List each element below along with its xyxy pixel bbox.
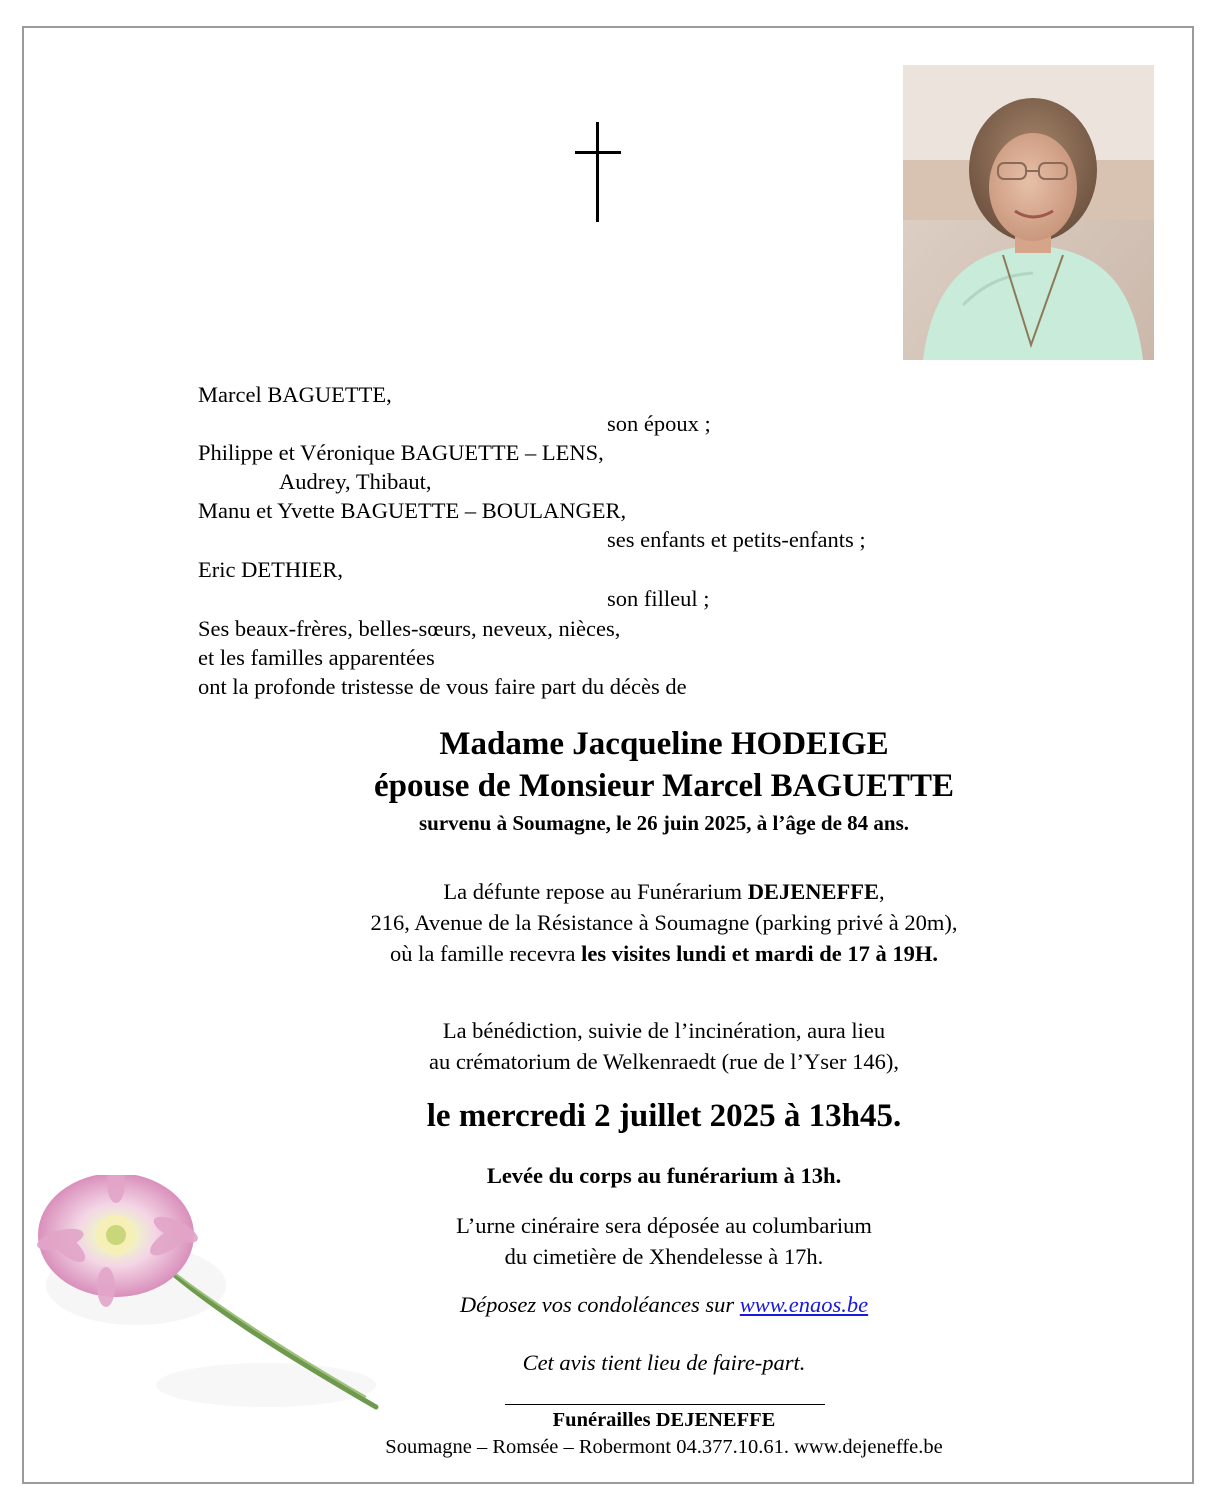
family-line-husband: Marcel BAGUETTE, bbox=[198, 382, 392, 407]
flower-image bbox=[36, 1175, 396, 1475]
family-line-grandchildren: Audrey, Thibaut, bbox=[279, 469, 432, 494]
condolences-text: Déposez vos condoléances sur bbox=[459, 1292, 740, 1317]
body-removal: Levée du corps au funérarium à 13h. bbox=[486, 1163, 842, 1188]
notice-text: Cet avis tient lieu de faire-part. bbox=[522, 1350, 806, 1375]
ceremony-date: le mercredi 2 juillet 2025 à 13h45. bbox=[426, 1098, 902, 1134]
ceremony-location: au crématorium de Welkenraedt (rue de l’Yser 146), bbox=[428, 1049, 900, 1074]
footer-divider bbox=[505, 1404, 825, 1405]
viewing-address: 216, Avenue de la Résistance à Soumagne (parking privé à 20m), bbox=[370, 910, 958, 935]
ceremony-line-1: La bénédiction, suivie de l’incinération, aura lieu bbox=[442, 1018, 886, 1043]
portrait-photo bbox=[903, 65, 1154, 360]
footer-contact: Soumagne – Romsée – Robermont 04.377.10.61. www.dejeneffe.be bbox=[385, 1436, 943, 1458]
footer-company: Funérailles DEJENEFFE bbox=[552, 1409, 776, 1431]
family-line-godson: Eric DETHIER, bbox=[198, 557, 343, 582]
viewing-line-1 bbox=[0, 876, 1214, 907]
family-relation-spouse: son époux ; bbox=[607, 411, 711, 436]
family-relation-children: ses enfants et petits-enfants ; bbox=[607, 527, 866, 552]
deceased-name: Madame Jacqueline HODEIGE bbox=[439, 726, 889, 762]
viewing-text: La défunte repose au Funérarium bbox=[443, 879, 748, 904]
urn-line-1: L’urne cinéraire sera déposée au columbarium bbox=[456, 1213, 872, 1238]
urn-line-2: du cimetière de Xhendelesse à 17h. bbox=[504, 1244, 824, 1269]
deceased-spouse: épouse de Monsieur Marcel BAGUETTE bbox=[374, 768, 954, 804]
viewing-punct: , bbox=[878, 879, 885, 904]
family-line-inlaws: Ses beaux-frères, belles-sœurs, neveux, nièces, bbox=[198, 616, 621, 641]
family-line-children-1: Philippe et Véronique BAGUETTE – LENS, bbox=[198, 440, 604, 465]
family-line-relatives: et les familles apparentées bbox=[198, 645, 435, 670]
death-details: survenu à Soumagne, le 26 juin 2025, à l’âge de 84 ans. bbox=[418, 811, 910, 835]
condolences-link[interactable]: www.enaos.be bbox=[739, 1292, 869, 1317]
family-line-children-2: Manu et Yvette BAGUETTE – BOULANGER, bbox=[198, 498, 627, 523]
cross-icon bbox=[575, 122, 621, 222]
visiting-hours: les visites lundi et mardi de 17 à 19H. bbox=[581, 941, 939, 966]
announcement-intro: ont la profonde tristesse de vous faire part du décès de bbox=[198, 674, 687, 699]
viewing-line-3 bbox=[0, 938, 1214, 969]
funerarium-name: DEJENEFFE bbox=[747, 879, 879, 904]
visits-intro: où la famille recevra bbox=[389, 941, 582, 966]
family-relation-godson: son filleul ; bbox=[607, 586, 710, 611]
